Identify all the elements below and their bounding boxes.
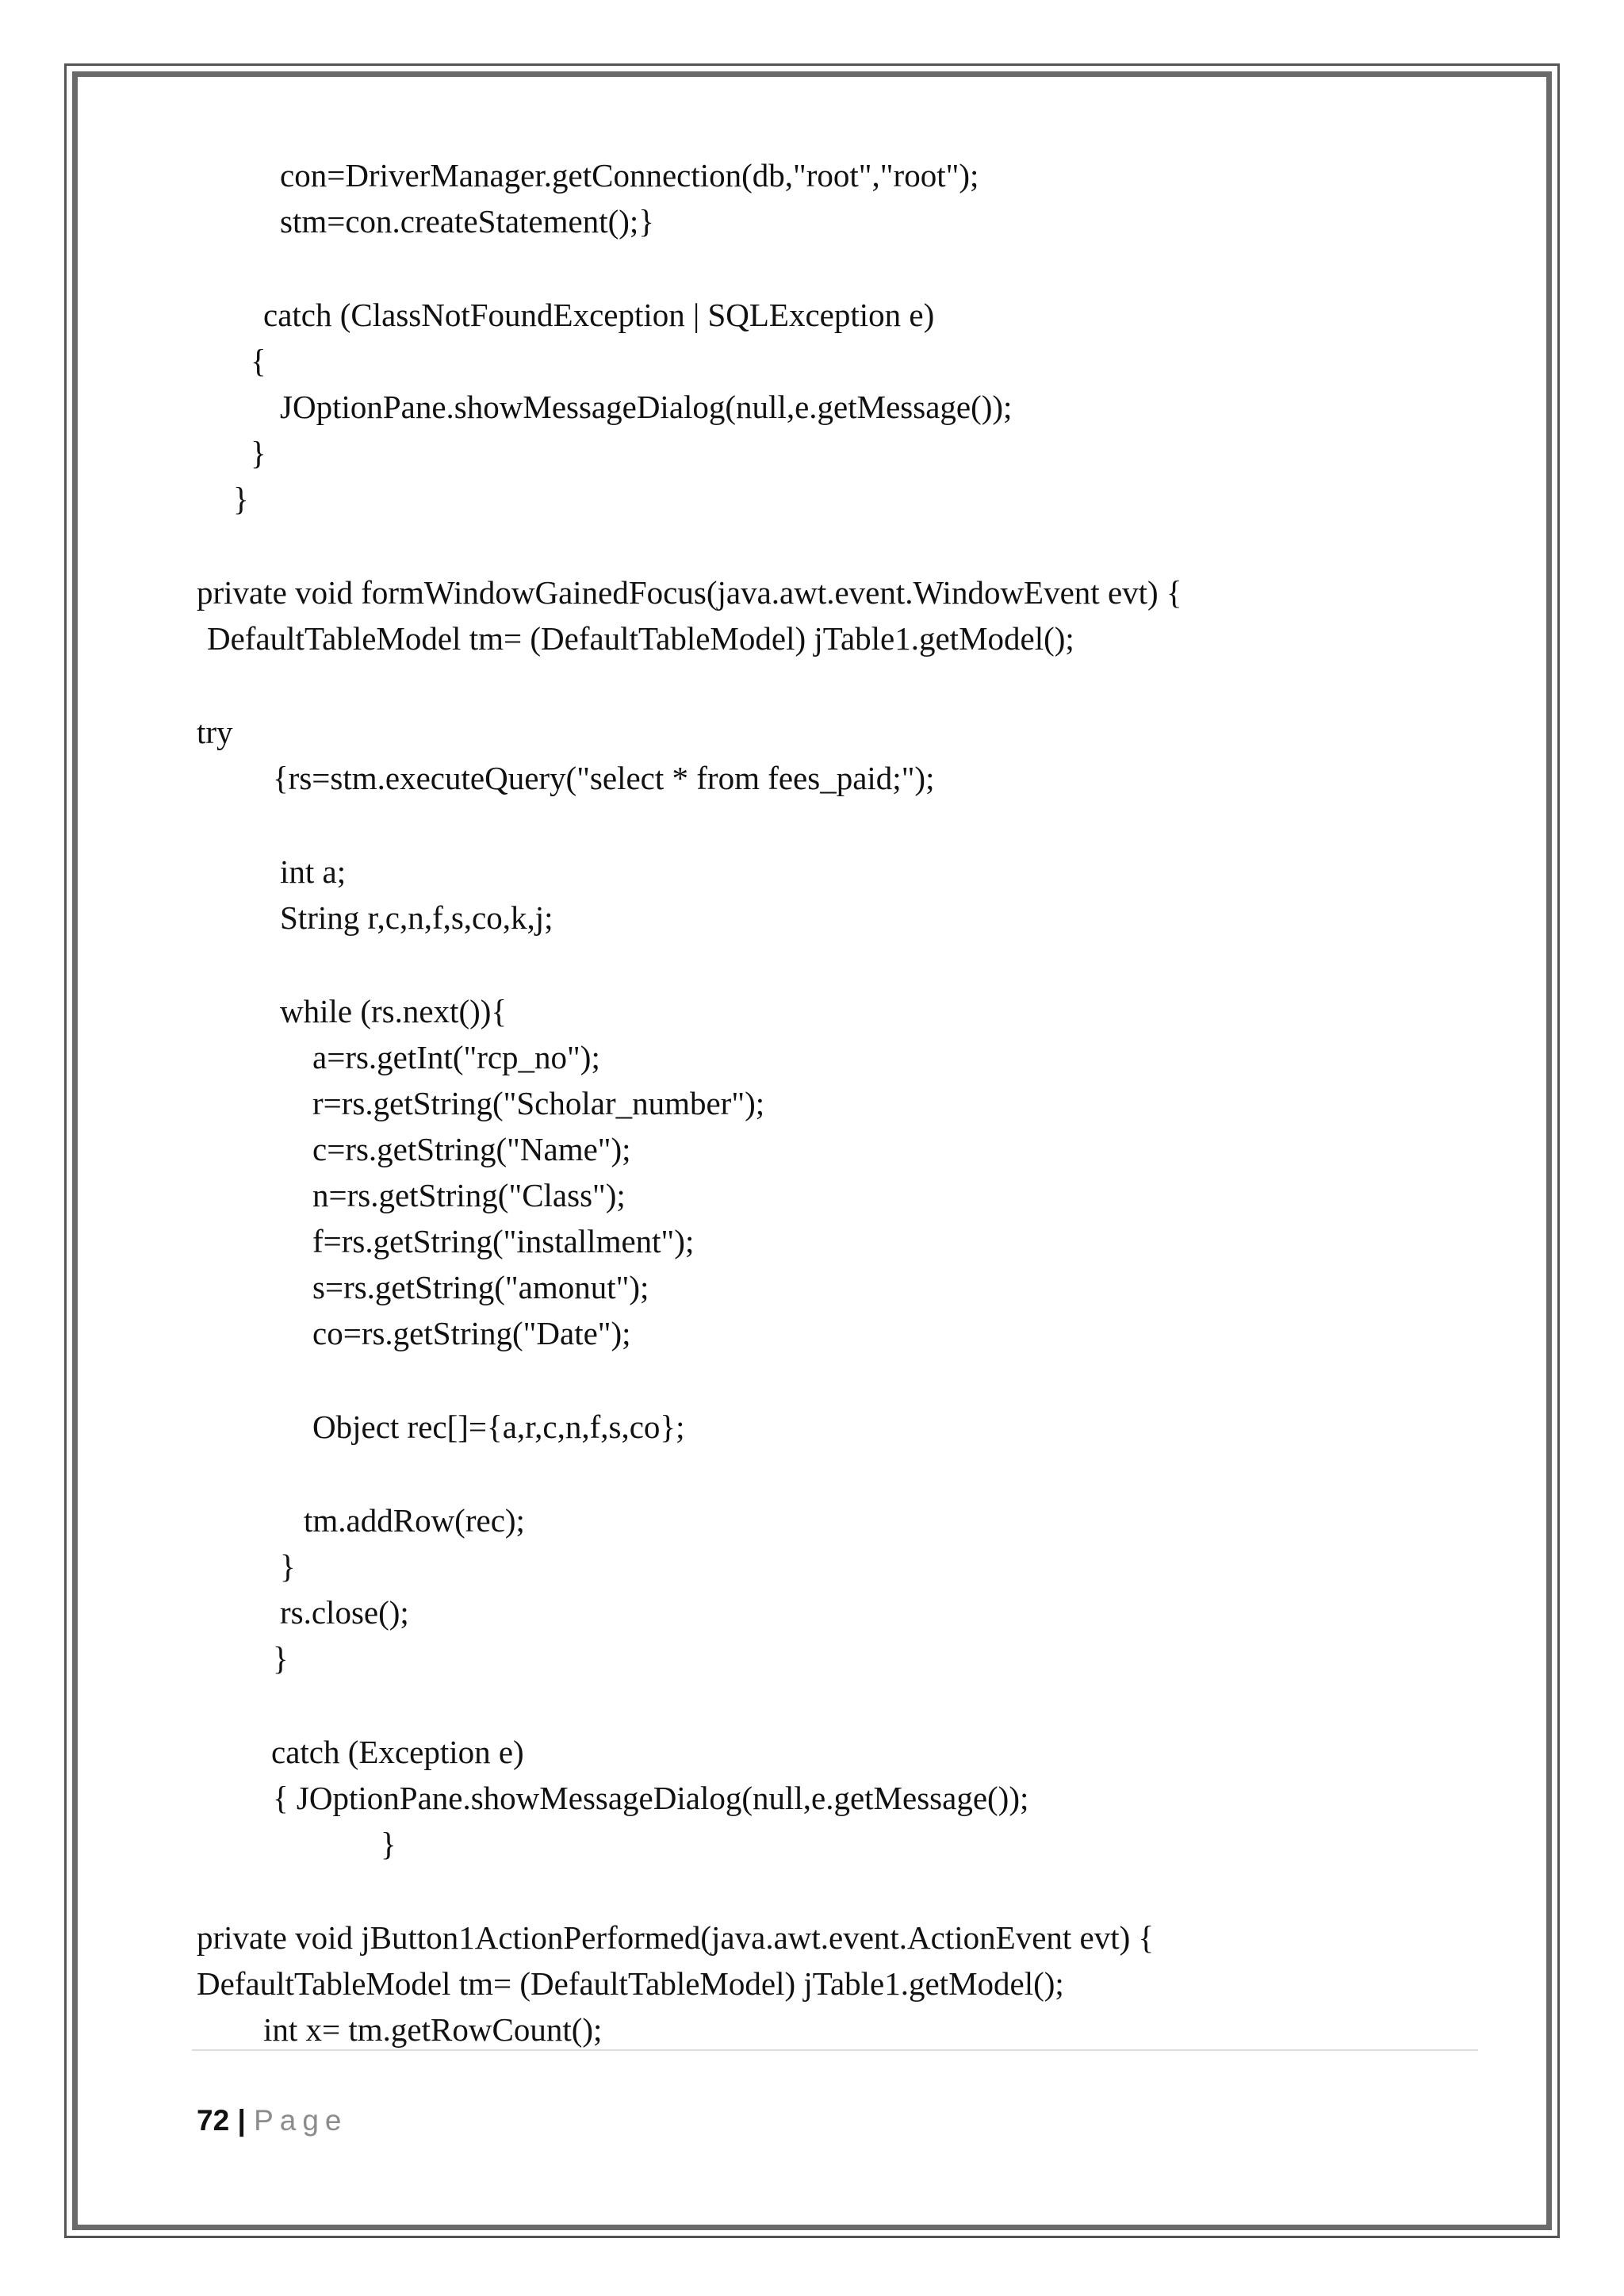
code-line: }	[233, 481, 249, 517]
code-line: r=rs.getString("Scholar_number");	[312, 1085, 765, 1121]
page-separator: |	[237, 2104, 246, 2137]
code-line: c=rs.getString("Name");	[312, 1131, 631, 1167]
code-line: }	[280, 1548, 296, 1585]
code-line: con=DriverManager.getConnection(db,"root","root");	[280, 157, 979, 194]
code-line: co=rs.getString("Date");	[312, 1315, 631, 1351]
code-line: }	[273, 1640, 289, 1677]
code-line: int a;	[280, 853, 347, 890]
code-line: f=rs.getString("installment");	[312, 1223, 695, 1259]
code-line: a=rs.getInt("rcp_no");	[312, 1039, 600, 1075]
code-line: stm=con.createStatement();}	[280, 203, 654, 240]
code-line: Object rec[]={a,r,c,n,f,s,co};	[312, 1409, 685, 1445]
code-line: String r,c,n,f,s,co,k,j;	[280, 899, 553, 936]
code-line: rs.close();	[280, 1594, 409, 1631]
code-line: catch (ClassNotFoundException | SQLException e)	[263, 297, 935, 333]
code-line: DefaultTableModel tm= (DefaultTableModel) jTable1.getModel();	[207, 620, 1074, 657]
code-line: while (rs.next()){	[280, 993, 508, 1029]
code-line: private void formWindowGainedFocus(java.awt.event.WindowEvent evt) {	[197, 574, 1182, 611]
page-footer	[197, 2103, 348, 2138]
code-line: JOptionPane.showMessageDialog(null,e.getMessage());	[280, 389, 1013, 425]
code-line: private void jButton1ActionPerformed(java.awt.event.ActionEvent evt) {	[197, 1919, 1155, 1956]
page-number: 72	[197, 2104, 230, 2137]
page-label: Page	[254, 2104, 348, 2137]
code-line: DefaultTableModel tm= (DefaultTableModel) jTable1.getModel();	[197, 1965, 1064, 2002]
code-line: int x= tm.getRowCount();	[263, 2011, 603, 2048]
code-line: { JOptionPane.showMessageDialog(null,e.getMessage());	[273, 1780, 1029, 1816]
code-line: catch (Exception e)	[271, 1734, 524, 1770]
footer-divider	[192, 2049, 1478, 2051]
code-line: n=rs.getString("Class");	[312, 1177, 626, 1213]
code-line: s=rs.getString("amonut");	[312, 1269, 649, 1305]
code-line: tm.addRow(rec);	[304, 1502, 525, 1539]
code-line: {	[251, 343, 266, 379]
code-line: }	[381, 1826, 396, 1862]
code-line: try	[197, 714, 233, 750]
code-line: {rs=stm.executeQuery("select * from fees_paid;");	[273, 760, 935, 796]
code-line: }	[251, 435, 266, 471]
